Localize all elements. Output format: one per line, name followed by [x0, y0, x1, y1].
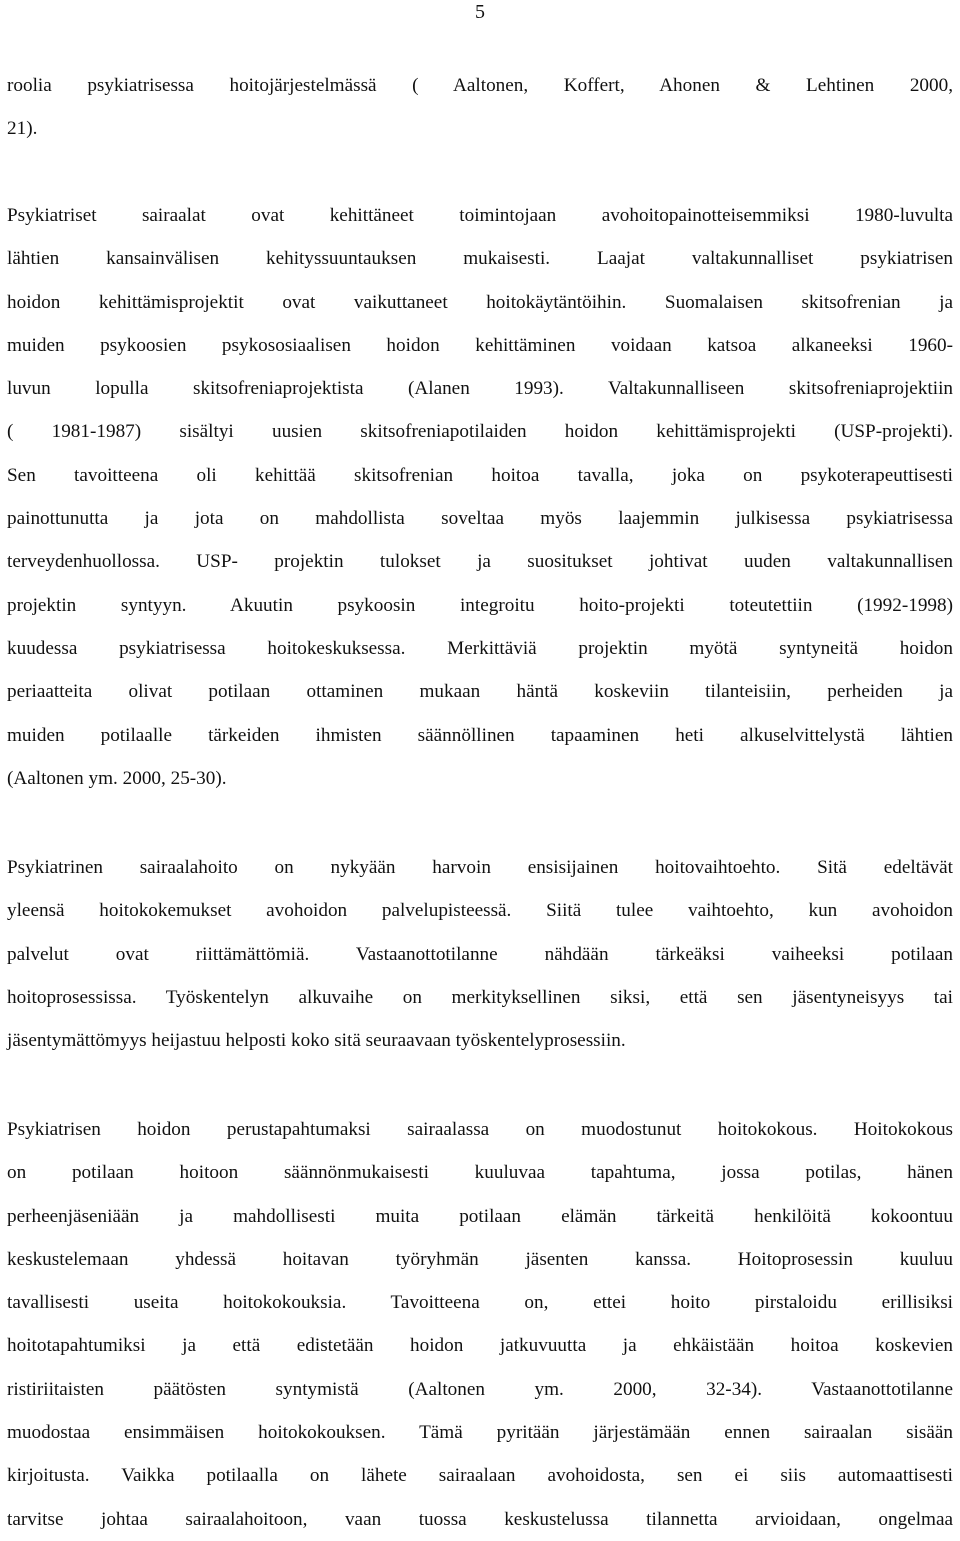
text-line: hoidon kehittämisprojektit ovat vaikuttaneet hoitokäytäntöihin. Suomalaisen skitsofrenian ja	[7, 291, 953, 313]
text-line: muiden psykoosien psykososiaalisen hoidon kehittäminen voidaan katsoa alkaneeksi 1960-	[7, 334, 953, 356]
text-line: on potilaan hoitoon säännönmukaisesti kuuluvaa tapahtuma, jossa potilas, hänen	[7, 1162, 953, 1184]
text-line: Psykiatrinen sairaalahoito on nykyään harvoin ensisijainen hoitovaihtoehto. Sitä edeltävät	[7, 857, 953, 878]
text-line: lähtien kansainvälisen kehityssuuntauksen mukaisesti. Laajat valtakunnalliset psykiatrisen	[7, 248, 953, 270]
text-line: palvelut ovat riittämättömiä. Vastaanottotilanne nähdään tärkeäksi vaiheeksi potilaan	[7, 943, 953, 965]
text-line: Psykiatrisen hoidon perustapahtumaksi sairaalassa on muodostunut hoitokokous. Hoitokokous	[7, 1119, 953, 1140]
text-line: roolia psykiatrisessa hoitojärjestelmässä ( Aaltonen, Koffert, Ahonen & Lehtinen 2000,	[7, 75, 953, 96]
text-line: ( 1981-1987) sisältyi uusien skitsofreniapotilaiden hoidon kehittämisprojekti (USP-projekti).	[7, 421, 953, 443]
text-line: terveydenhuollossa. USP- projektin tulokset ja suositukset johtivat uuden valtakunnallisen	[7, 551, 953, 573]
text-line: yleensä hoitokokemukset avohoidon palvelupisteessä. Siitä tulee vaihtoehto, kun avohoidon	[7, 900, 953, 922]
paragraph-2	[7, 194, 953, 800]
text-line: luvun lopulla skitsofreniaprojektista (Alanen 1993). Valtakunnalliseen skitsofreniaprojektiin	[7, 378, 953, 400]
text-line: projektin syntyyn. Akuutin psykoosin integroitu hoito-projekti toteutettiin (1992-1998)	[7, 594, 953, 616]
text-line: Psykiatriset sairaalat ovat kehittäneet toimintojaan avohoitopainotteisemmiksi 1980-luvulta	[7, 205, 953, 226]
text-line: tavallisesti useita hoitokokouksia. Tavoitteena on, ettei hoito pirstaloidu erillisiksi	[7, 1292, 953, 1314]
text-line: perheenjäseniään ja mahdollisesti muita potilaan elämän tärkeitä henkilöitä kokoontuu	[7, 1205, 953, 1227]
text-line: hoitoprosessissa. Työskentelyn alkuvaihe on merkityksellinen siksi, että sen jäsentyneisyys tai	[7, 986, 953, 1008]
text-line: keskustelemaan yhdessä hoitavan työryhmän jäsenten kanssa. Hoitoprosessin kuuluu	[7, 1248, 953, 1270]
text-line: painottunutta ja jota on mahdollista soveltaa myös laajemmin julkisessa psykiatrisessa	[7, 508, 953, 530]
text-line: hoitotapahtumiksi ja että edistetään hoidon jatkuvuutta ja ehkäistään hoitoa koskevien	[7, 1335, 953, 1357]
text-line: kuudessa psykiatrisessa hoitokeskuksessa. Merkittäviä projektin myötä syntyneitä hoidon	[7, 637, 953, 659]
text-line: (Aaltonen ym. 2000, 25-30).	[7, 767, 227, 789]
text-line: ristiriitaisten päätösten syntymistä (Aaltonen ym. 2000, 32-34). Vastaanottotilanne	[7, 1378, 953, 1400]
paragraph-4	[7, 1108, 953, 1541]
text-line: Sen tavoitteena oli kehittää skitsofrenian hoitoa tavalla, joka on psykoterapeuttisesti	[7, 464, 953, 486]
text-line: 21).	[7, 118, 38, 140]
text-line: jäsentymättömyys heijastuu helposti koko sitä seuraavaan työskentelyprosessiin.	[7, 1030, 626, 1052]
paragraph-3	[7, 846, 953, 1062]
text-line: tarvitse johtaa sairaalahoitoon, vaan tuossa keskustelussa tilannetta arvioidaan, ongelmaa	[7, 1508, 953, 1530]
text-line: kirjoitusta. Vaikka potilaalla on lähete sairaalaan avohoidosta, sen ei siis automaattisesti	[7, 1465, 953, 1487]
text-line: muiden potilaalle tärkeiden ihmisten säännöllinen tapaaminen heti alkuselvittelystä lähtien	[7, 724, 953, 746]
page-number: 5	[475, 1, 485, 23]
paragraph-1	[7, 64, 953, 151]
text-line: muodostaa ensimmäisen hoitokokouksen. Tämä pyritään järjestämään ennen sairaalan sisään	[7, 1422, 953, 1444]
text-line: periaatteita olivat potilaan ottaminen mukaan häntä koskeviin tilanteisiin, perheiden ja	[7, 681, 953, 703]
